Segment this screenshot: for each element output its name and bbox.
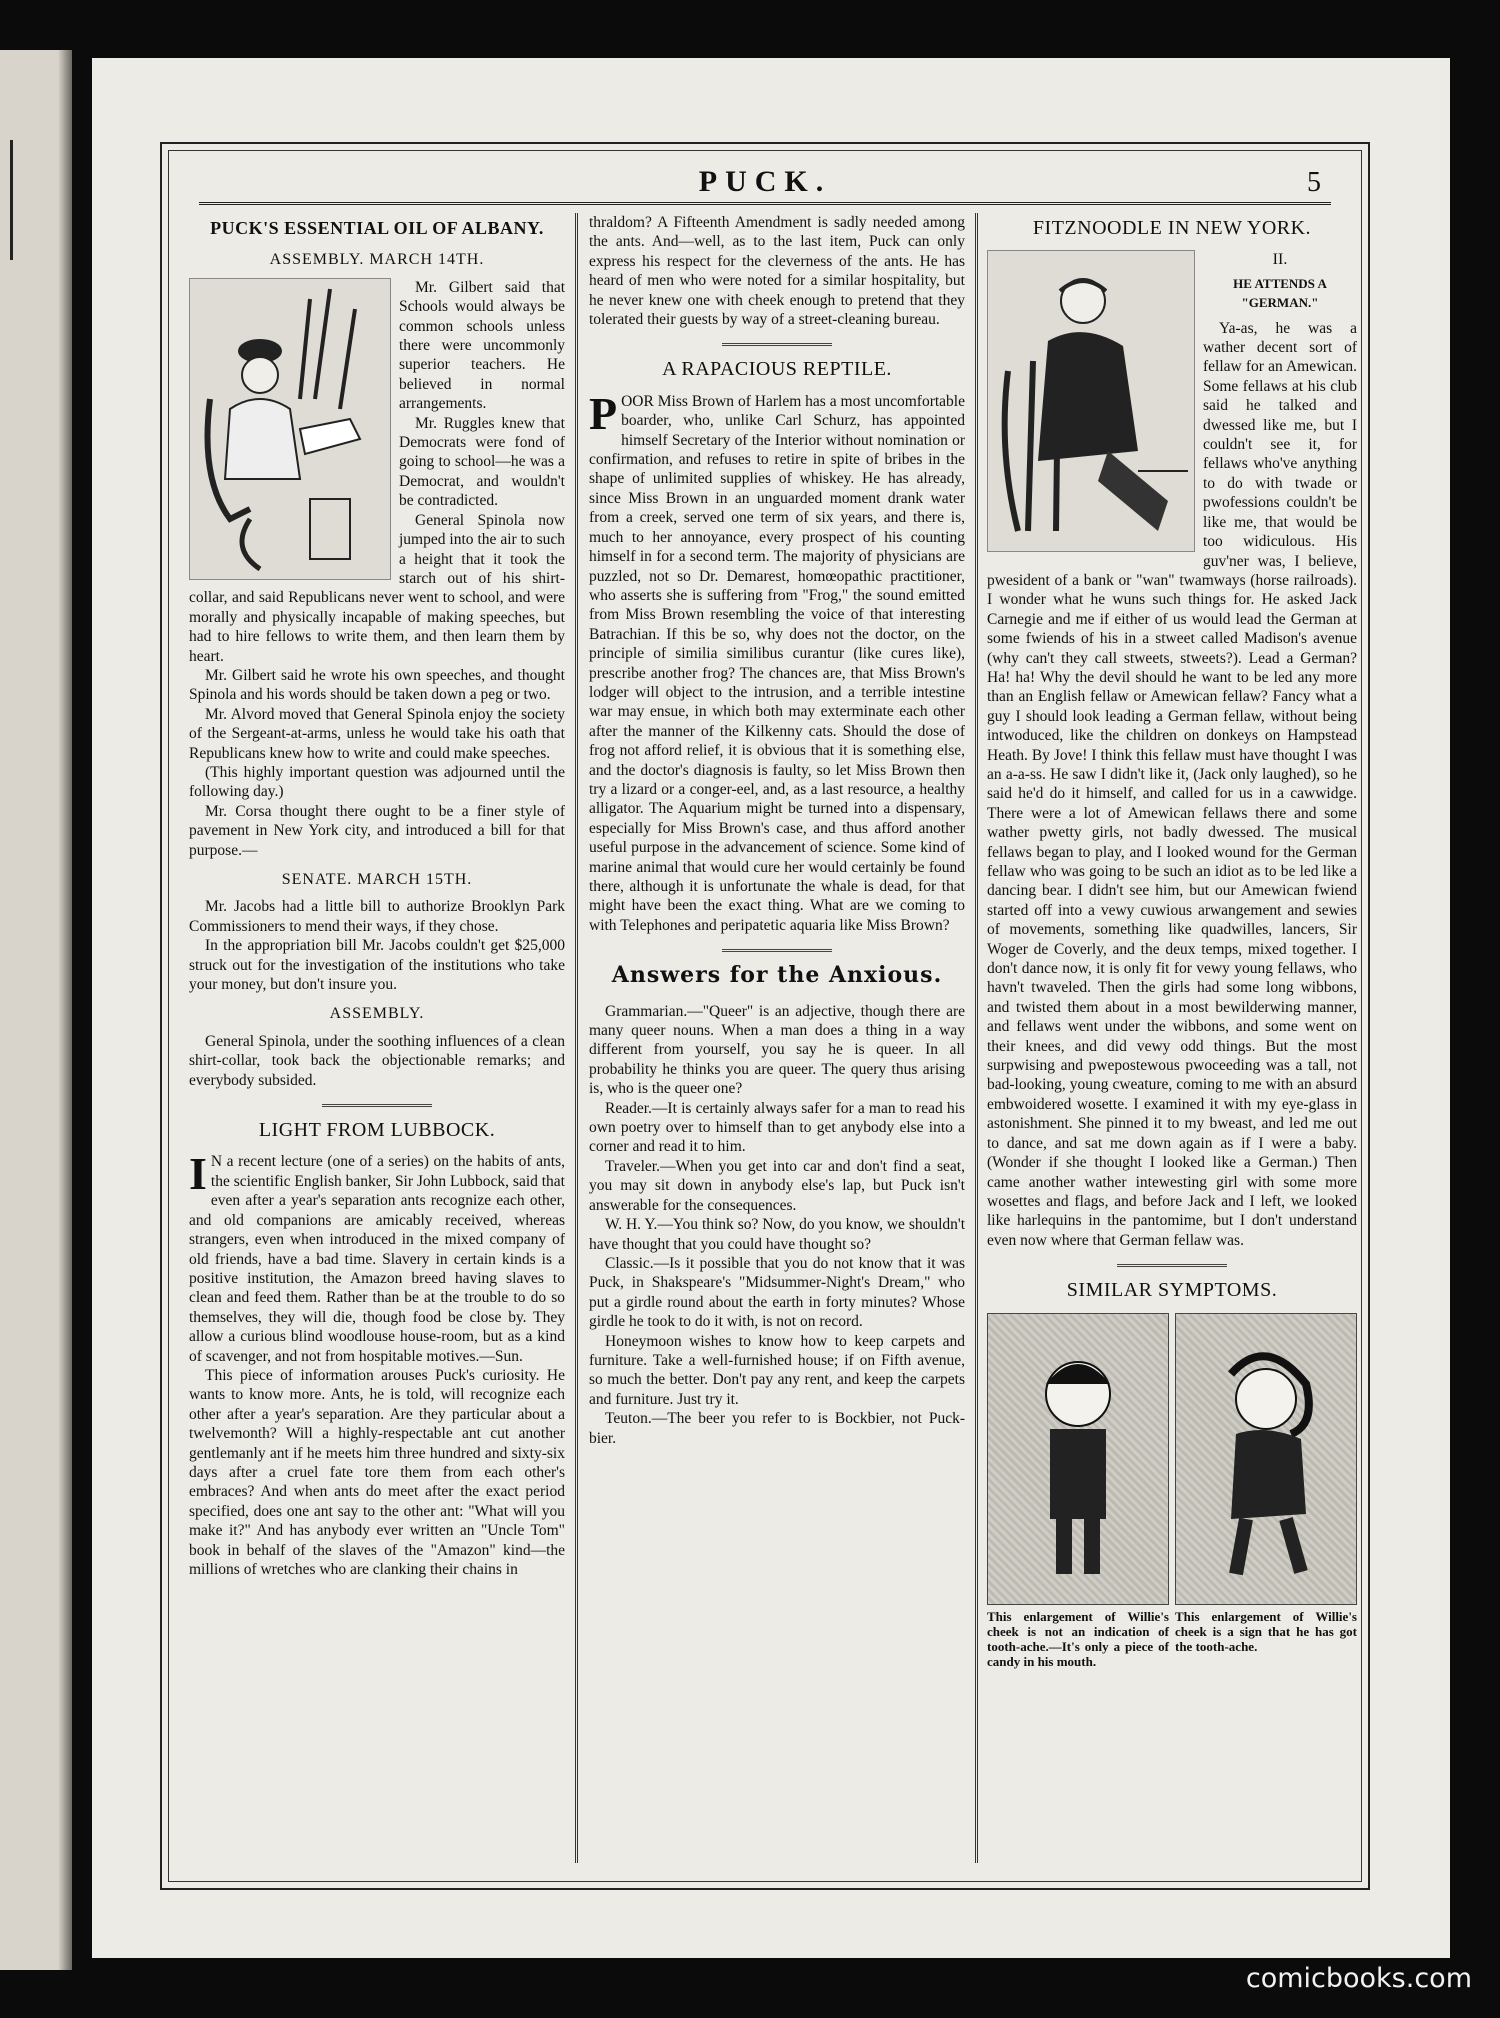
man-in-chair-drawing bbox=[190, 279, 390, 579]
answer-teuton: Teuton.—The beer you refer to is Bockbier, not Puck-bier. bbox=[589, 1410, 965, 1447]
paragraph-ruggles: Mr. Ruggles knew that Democrats were fond of going to school—he was a Democrat, and wouldn't be contradicted. bbox=[399, 414, 565, 510]
section-heading-senate-march-15: SENATE. MARCH 15TH. bbox=[281, 871, 473, 888]
column-2 bbox=[589, 213, 965, 1863]
adjacent-page-edge bbox=[0, 50, 72, 1970]
page-number: 5 bbox=[1307, 167, 1321, 198]
paragraph-puck-curiosity: This piece of information arouses Puck's curiosity. He wants to know more. Ants, he is told, will recognize each other after a year's separation. Are they particular about a twelvemonth? Will a highly-respectable ant cut another gentlemanly ant if he meets him three hundred and sixty-six days after a cruel fate tore them from each other's embraces? And when ants do meet after the exact period specified, does one ant say to the other ant: "What will you make it?" And has anybody ever written an "Uncle Tom" book in behalf of the slaves of the "Amazon" kind—the millions of wretches who are clanking their chains in bbox=[189, 1366, 565, 1578]
answer-honeymoon: Honeymoon wishes to know how to keep carpets and furniture. Take a well-furnished house; if on Fifth avenue, so much the better. Don't pay any rent, and keep the carpets and furniture. Just try it. bbox=[589, 1332, 965, 1408]
masthead bbox=[199, 161, 1331, 205]
fitznoodle-drawing bbox=[988, 251, 1194, 551]
paragraph-fitznoodle: Ya-as, he was a wather decent sort of fellaw for an Amewican. Some fellaws at his club said he talked and dwessed like me, but I couldn't see it, for fellaws who've anything to do with twade or pwofessions couldn't be like me, that would be too widiculous. His guv'ner was, I believe, pwesident of a bank or "wan" twamways (horse railroads). I wonder what he wuns such things for. He asked Jack Carnegie and me if either of us would lead the German at some fwiends of his in a stweet called Madison's avenue (why can't they call stweets, stweets?). Lead a German? Ha! ha! Why the devil should he want to be led any more than an English fellaw or Amewican fellaw? Fancy what a guy I should look leading a German fellaw, without being intwoduced, like the children on donkeys on Hampstead Heath. By Jove! I think this fellaw must have thought I was an a-a-ss. He saw I didn't like it, (Jack only laughed), so he said he'd do it himself, and called for us in a cawwidge. There were a lot of Amewican fellaws there and some wather pwetty girls, not badly dwessed. The musical fellaws began to play, and I looked wound for the German fellaw who was going to be such an idiot as to be led like a dancing bear. I didn't see him, but our Amewican fwiend started off into a vewy cuwious arwangement and sewies of movements, something like quadwilles, lancers, Sir Woger de Coverly, and the deux temps, mixed together. I don't dance now, it is only fit for vewy young fellaws, who havn't twaveled. Then the girls had some long wibbons, and twisted them about in a most bewilderwing manner, and fellaws went under the wibbons, and some went on their knees, and did vewy odd things. But the most surpwising and pwepostewous pwoceeding was a tall, not bad-looking, young cweature, coming to me with an absurd embwoidered wosette. I examined it with my eye-glass in astonishment. She pinned it to my bweast, and led me out to dance, and sat me down again as if I were a baby. (Wonder if she thought I looked like a German.) Then came another wather intewesting girl with some more wosettes and flags, and before Jack and I left, we looked like harlequins in the pantomime, but I don't understand even now where that German fellaw was. bbox=[987, 319, 1357, 1249]
comic-panel-1-image bbox=[987, 1313, 1169, 1605]
watermark-text: comicbooks.com bbox=[1245, 1963, 1472, 1994]
answer-reader: Reader.—It is certainly always safer for a man to read his own poetry over to himself than to get anybody else into a corner and read it to him. bbox=[589, 1099, 965, 1156]
comic-panels bbox=[987, 1313, 1357, 1669]
column-3 bbox=[987, 213, 1357, 1863]
page-frame bbox=[160, 142, 1370, 1890]
comic-caption-1: This enlargement of Willie's cheek is not an indication of tooth-ache.—It's only a piece of candy in his mouth. bbox=[987, 1608, 1169, 1669]
separator-rule bbox=[322, 1104, 432, 1107]
paragraph-appropriation: In the appropriation bill Mr. Jacobs couldn't get $25,000 struck out for the investigation of the institutions who take your money, but don't insure you. bbox=[189, 937, 565, 994]
column-divider-1 bbox=[575, 213, 578, 1863]
paragraph-spinola-subsided: General Spinola, under the soothing influences of a clean shirt-collar, took back the objectionable remarks; and everybody subsided. bbox=[189, 1032, 565, 1089]
column-divider-2 bbox=[975, 213, 978, 1863]
paragraph-lubbock-lecture bbox=[189, 1148, 565, 1365]
article-heading-lubbock: LIGHT FROM LUBBOCK. bbox=[258, 1119, 496, 1142]
willie-candy-drawing bbox=[988, 1314, 1168, 1604]
chapter-subtitle: HE ATTENDS A "GERMAN." bbox=[1233, 275, 1327, 311]
chapter-number: II. bbox=[1272, 251, 1288, 269]
answer-traveler: Traveler.—When you get into car and don't find a seat, you may sit down in anybody else's lap, but Puck isn't answerable for the consequences. bbox=[589, 1157, 965, 1214]
paragraph-miss-brown bbox=[589, 387, 965, 935]
column-1 bbox=[189, 213, 565, 1863]
masthead-rule bbox=[199, 202, 1331, 205]
section-heading-assembly-march-14: ASSEMBLY. MARCH 14TH. bbox=[269, 251, 485, 269]
separator-rule bbox=[722, 343, 832, 346]
article-heading-similar-symptoms: SIMILAR SYMPTOMS. bbox=[1066, 1279, 1278, 1302]
answer-classic: Classic.—Is it possible that you do not know that it was Puck, in Shakspeare's "Midsummer-Night's Dream," who put a girdle round about the earth in forty minutes? Whose girdle he took to do it with, is not on record. bbox=[589, 1254, 965, 1331]
illustration-man-in-chair bbox=[189, 278, 391, 580]
article-heading-reptile: A RAPACIOUS REPTILE. bbox=[662, 358, 892, 381]
masthead-title: PUCK. bbox=[698, 165, 832, 198]
paragraph-adjourned: (This highly important question was adjourned until the following day.) bbox=[189, 763, 565, 801]
paragraph-gilbert-speeches: Mr. Gilbert said he wrote his own speeches, and thought Spinola and his words should be taken down a peg or two. bbox=[189, 666, 565, 704]
paragraph-corsa: Mr. Corsa thought there ought to be a finer style of pavement in New York city, and introduced a bill for that purpose.— bbox=[189, 802, 565, 859]
answer-why: W. H. Y.—You think so? Now, do you know, we shouldn't have thought that you could have thought so? bbox=[589, 1216, 965, 1253]
willie-toothache-drawing bbox=[1176, 1314, 1356, 1604]
comic-panel-2-image bbox=[1175, 1313, 1357, 1605]
drop-cap-p: P bbox=[589, 387, 618, 439]
paragraph-lubbock-lecture-text: N a recent lecture (one of a series) on the habits of ants, the scientific English banker, Sir John Lubbock, said that even after a year's separation ants recognize each other, and old companions are amicably received, whereas strangers, even when introduced in the mixed company of old friends, have a bad time. Slavery in certain kinds is a positive institution, the Amazon breed having slaves to clean and feed them. Rather than be at the trouble to do so themselves, they will die, though food be close by. They allow a curious blind woodlouse house-room, but as a kind of scavenger, and not from hospitable motives.—Sun. bbox=[189, 1153, 565, 1365]
article-heading-answers: Answers for the Anxious. bbox=[611, 962, 943, 989]
answer-grammarian: Grammarian.—"Queer" is an adjective, though there are many queer nouns. When a man does a thing in a way different from yourself, you say he is queer. In all probability he thinks you are queer. The query thus arising is, who is the queer one? bbox=[589, 1002, 965, 1098]
separator-rule bbox=[1117, 1264, 1227, 1267]
separator-rule bbox=[722, 949, 832, 952]
page-gutter-shadow bbox=[58, 50, 72, 1970]
paragraph-gilbert: Mr. Gilbert said that Schools would always be common schools unless there were uncommonly superior teachers. He believed in normal arrangements. bbox=[399, 278, 565, 413]
illustration-fitznoodle bbox=[987, 250, 1195, 552]
drop-cap-i: I bbox=[189, 1148, 207, 1200]
comic-panel-2 bbox=[1175, 1313, 1357, 1669]
page-frame-inner bbox=[168, 150, 1362, 1882]
paragraph-spinola: General Spinola now jumped into the air to such a height that it took the starch out of his shirt-collar, and said Republicans never went to school, and were morally and physically incapable of making speeches, but had to hire fellows to write them, and then learn them by heart. bbox=[189, 511, 565, 665]
paragraph-alvord: Mr. Alvord moved that General Spinola enjoy the society of the Sergeant-at-arms, unless he would take his oath that Republicans knew how to write and could make speeches. bbox=[189, 705, 565, 762]
comic-panel-1 bbox=[987, 1313, 1169, 1669]
page-border-fragment bbox=[0, 140, 13, 260]
newspaper-page bbox=[92, 58, 1450, 1958]
comic-caption-2: This enlargement of Willie's cheek is a sign that he has got the tooth-ache. bbox=[1175, 1608, 1357, 1654]
paragraph-jacobs: Mr. Jacobs had a little bill to authorize Brooklyn Park Commissioners to mend their ways, if they chose. bbox=[189, 898, 565, 935]
section-heading-assembly: ASSEMBLY. bbox=[329, 1005, 425, 1023]
paragraph-miss-brown-text: OOR Miss Brown of Harlem has a most uncomfortable boarder, who, unlike Carl Schurz, has appointed himself Secretary of the Interior without nomination or confirmation, and refuses to retire in spite of bribes in the shape of unlimited supplies of whiskey. He has already, since Miss Brown in an unguarded moment drank water from a creek, served one term of six years, and there is, much to her annoyance, every prospect of his counting himself in for a second term. The majority of physicians are puzzled, not so Dr. Demarest, homœopathic practitioner, who asserts she is suffering from "Frog," the sound emitted from Miss Brown resembling the voice of that interesting Batrachian. If this be so, why does not the doctor, on the principle of similia similibus curantur (like cures like), prescribe another frog? The chances are, that Miss Brown's lodger will object to the intrusion, and a terrible intestine war may ensue, in which both may exterminate each other after the manner of the Kilkenny cats. Should the dose of frog not afford relief, it is obvious that it is something else, and the doctor's diagnosis is faulty, so let Miss Brown then try a lizard or a conger-eel, and, as a last resource, a healthy alligator. The Aquarium might be turned into a dispensary, especially for Miss Brown's case, and thus afford another useful purpose in the advancement of science. Some kind of marine animal that would cure her would certainly be found there, although it is unfortunate the whale is dead, for that might have been the exact thing. What are we coming to with Telephones and peripatetic aquaria like Miss Brown? bbox=[589, 392, 965, 934]
article-heading-fitznoodle: FITZNOODLE IN NEW YORK. bbox=[1032, 217, 1312, 239]
article-heading-albany: PUCK'S ESSENTIAL OIL OF ALBANY. bbox=[210, 218, 544, 238]
paragraph-thraldom: thraldom? A Fifteenth Amendment is sadly needed among the ants. And—well, as to the last item, Puck can only express his respect for the cleverness of the ants. He has heard of men who were noted for a similar hospitality, but he never knew one with cheek enough to pretend that they tolerated their guests by way of a street-cleaning bureau. bbox=[589, 214, 965, 329]
